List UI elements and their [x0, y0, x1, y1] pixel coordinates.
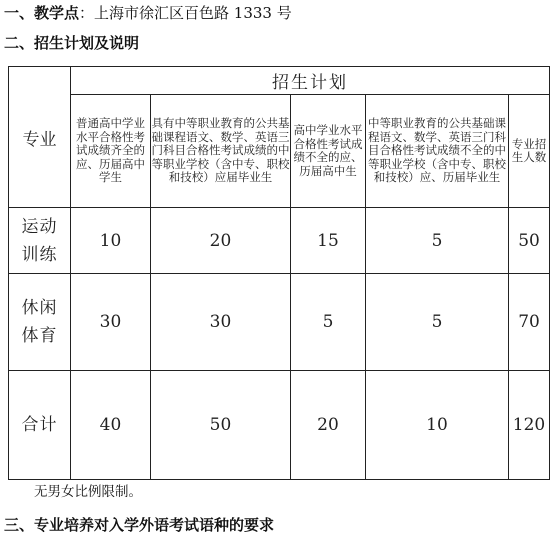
column-header-3: 高中学业水平合格性考试成绩不全的应、历届高中生 — [291, 95, 366, 208]
table-cell: 15 — [291, 208, 366, 274]
enrollment-plan-heading: 二、招生计划及说明 — [4, 34, 140, 52]
table-cell: 20 — [151, 208, 291, 274]
table-row-total — [9, 371, 550, 480]
major-column-header: 专业 — [9, 67, 71, 208]
teaching-location-line — [4, 3, 292, 23]
table-header-row — [9, 95, 550, 208]
table-cell: 5 — [366, 274, 509, 371]
row-name — [9, 208, 71, 274]
teaching-location-colon: ： — [79, 4, 95, 22]
row-name-line1: 运动 — [21, 216, 58, 237]
table-cell: 50 — [151, 371, 291, 480]
table-cell: 5 — [291, 274, 366, 371]
row-name-line2: 训练 — [21, 244, 58, 265]
table-cell: 20 — [291, 371, 366, 480]
table-cell: 10 — [71, 208, 151, 274]
table-cell: 5 — [366, 208, 509, 274]
table-cell: 120 — [509, 371, 550, 480]
column-header-4: 中等职业教育的公共基础课程语文、数学、英语三门科目合格性考试成绩不全的中等职业学校（含中专、职校和技校）应、历届毕业生 — [366, 95, 509, 208]
table-cell: 30 — [151, 274, 291, 371]
row-name — [9, 274, 71, 371]
table-row — [9, 208, 550, 274]
table-row — [9, 274, 550, 371]
column-header-5: 专业招生人数 — [509, 95, 550, 208]
row-name-line2: 体育 — [21, 326, 58, 346]
table-title-row — [9, 67, 550, 95]
column-header-1: 普通高中学业水平合格性考试成绩齐全的应、历届高中学生 — [71, 95, 151, 208]
enrollment-plan-table — [8, 66, 550, 480]
column-header-2: 具有中等职业教育的公共基础课程语文、数学、英语三门科目合格性考试成绩的中等职业学校（含中专、职校和技校）应届毕业生 — [151, 95, 291, 208]
table-cell: 10 — [366, 371, 509, 480]
table-cell: 40 — [71, 371, 151, 480]
table-title: 招生计划 — [71, 67, 550, 95]
gender-ratio-note: 无男女比例限制。 — [34, 484, 142, 500]
row-name-line1: 休闲 — [21, 298, 58, 318]
teaching-location-address: 上海市徐汇区百色路 1333 号 — [94, 4, 292, 22]
row-name: 合计 — [9, 371, 71, 480]
table-cell: 50 — [509, 208, 550, 274]
teaching-location-heading: 一、教学点 — [4, 4, 80, 22]
table-cell: 30 — [71, 274, 151, 371]
table-cell: 70 — [509, 274, 550, 371]
foreign-language-heading: 三、专业培养对入学外语考试语种的要求 — [4, 516, 275, 534]
